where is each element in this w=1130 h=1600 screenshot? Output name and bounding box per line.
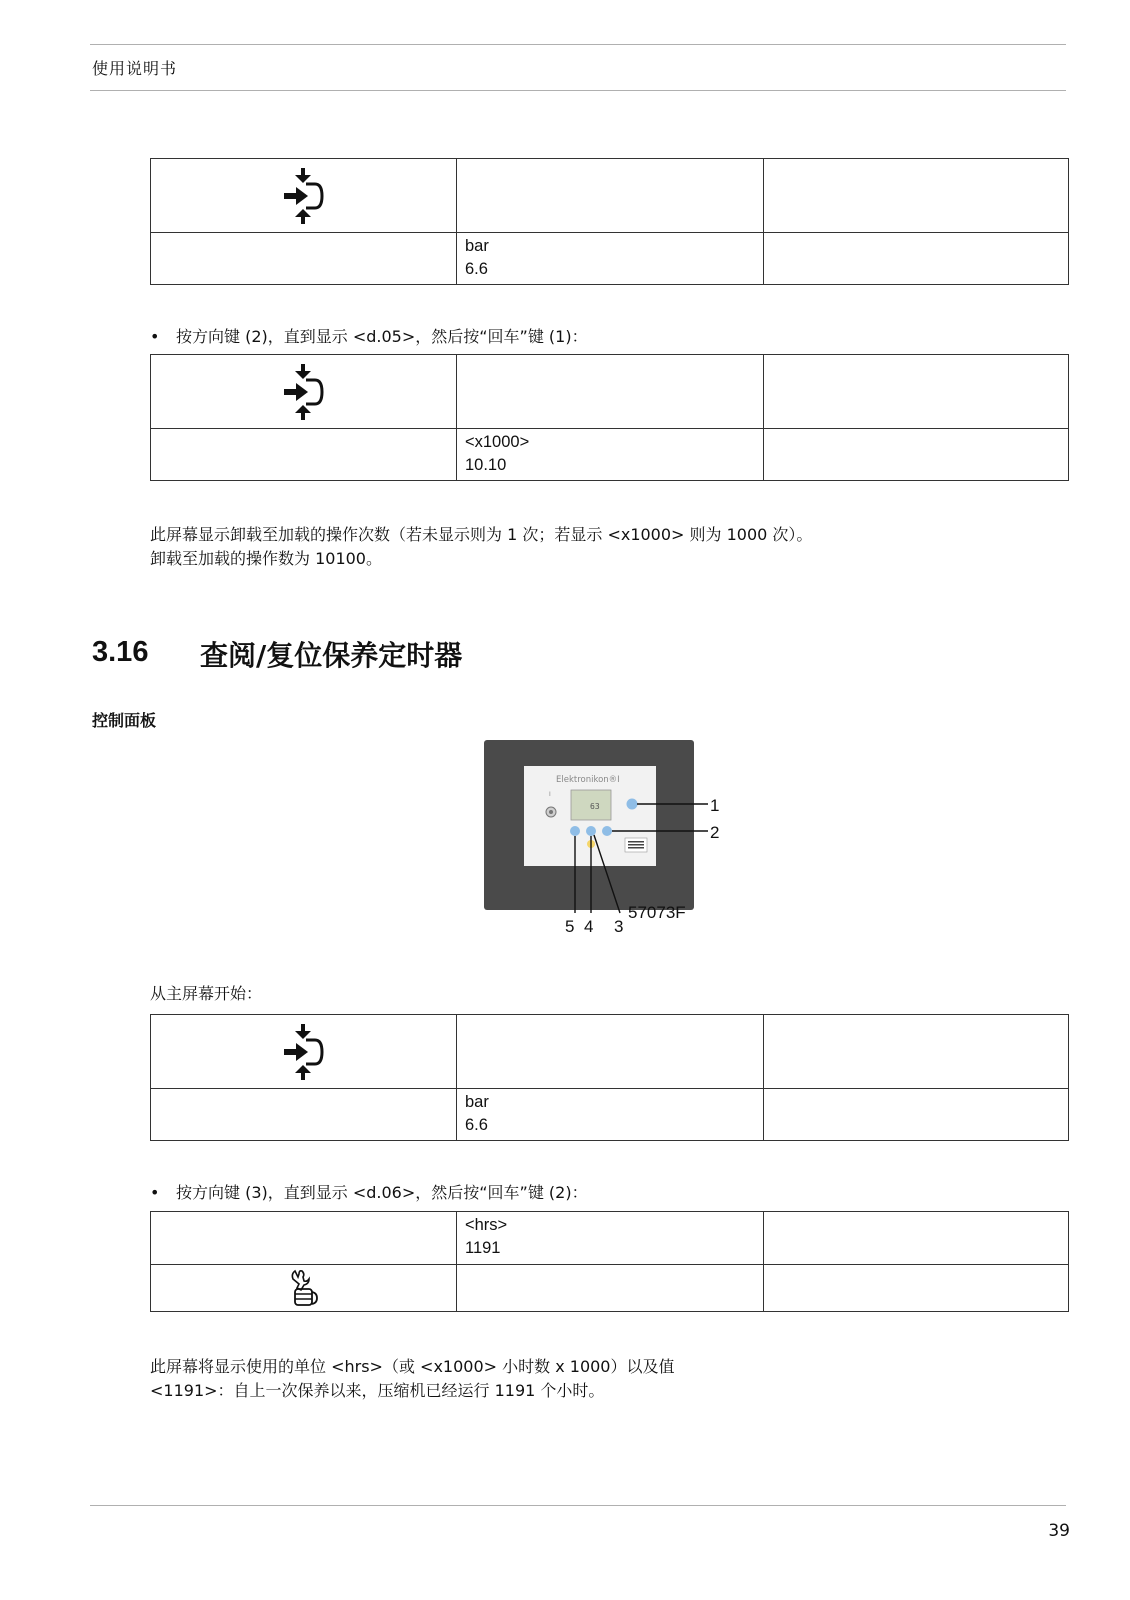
display-table-4 [150, 1211, 1069, 1312]
section-number: 3.16 [92, 636, 149, 668]
value-number: 1191 [465, 1239, 501, 1257]
panel-screen-value: 63 [590, 802, 600, 811]
value-unit: bar [465, 1093, 489, 1111]
callout-4: 4 [584, 917, 594, 936]
callout-1: 1 [710, 796, 720, 815]
display-value-cell [457, 429, 764, 481]
display-table-1 [150, 158, 1069, 285]
table-cell [151, 233, 457, 285]
section-title: 查阅/复位保养定时器 [200, 639, 463, 672]
pressure-icon-cell [151, 159, 457, 233]
note-1-line-1: 此屏幕显示卸载至加载的操作次数（若未显示则为 1 次；若显示 <x1000> 则为 1000 次）。 [150, 525, 813, 544]
value-unit: <x1000> [465, 433, 530, 451]
service-timer-icon [287, 1268, 321, 1308]
figure-id: 57073F [628, 903, 686, 922]
table-cell [151, 1089, 457, 1141]
instruction-text: 按方向键 (2)，直到显示 <d.05>，然后按“回车”键 (1)： [176, 327, 588, 346]
header-bottom-rule [90, 90, 1066, 91]
control-panel-illustration [480, 738, 750, 943]
table-cell [764, 1089, 1069, 1141]
pressure-icon-cell [151, 355, 457, 429]
table-cell [764, 159, 1069, 233]
table-cell [457, 1015, 764, 1089]
callout-2: 2 [710, 823, 720, 842]
table-cell [764, 355, 1069, 429]
note-1-line-2: 卸载至加载的操作数为 10100。 [150, 549, 382, 568]
pressure-icon-cell [151, 1015, 457, 1089]
table-cell [151, 1212, 457, 1265]
table-cell [457, 159, 764, 233]
pressure-icon [282, 362, 326, 422]
table-cell [764, 1015, 1069, 1089]
bullet-dot: • [150, 327, 160, 346]
header-top-rule [90, 44, 1066, 45]
panel-brand-text: Elektronikon®I [556, 775, 620, 785]
table-cell [764, 233, 1069, 285]
bullet-dot: • [150, 1183, 160, 1202]
table-cell [764, 1265, 1069, 1312]
display-table-3 [150, 1014, 1069, 1141]
display-value-cell [457, 1089, 764, 1141]
display-table-2 [150, 354, 1069, 481]
callout-3: 3 [614, 917, 624, 936]
table-cell [764, 1212, 1069, 1265]
display-value-cell [457, 1212, 764, 1265]
value-unit: <hrs> [465, 1216, 508, 1234]
page-number: 39 [1048, 1521, 1070, 1541]
control-panel-figure [480, 738, 750, 943]
value-number: 10.10 [465, 456, 507, 474]
svg-text:I: I [549, 791, 551, 798]
table-cell [457, 355, 764, 429]
footer-rule [90, 1505, 1066, 1506]
instruction-text: 按方向键 (3)，直到显示 <d.06>，然后按“回车”键 (2)： [176, 1183, 588, 1202]
value-number: 6.6 [465, 260, 488, 278]
start-from-main-screen: 从主屏幕开始： [150, 984, 263, 1003]
note-2-line-2: <1191>：自上一次保养以来，压缩机已经运行 1191 个小时。 [150, 1381, 605, 1400]
instruction-step-2 [150, 1182, 588, 1204]
note-2-line-1: 此屏幕将显示使用的单位 <hrs>（或 <x1000> 小时数 x 1000）以及值 [150, 1357, 675, 1376]
callout-5: 5 [565, 917, 575, 936]
table-cell [457, 1265, 764, 1312]
instruction-step-1 [150, 326, 588, 348]
table-cell [764, 429, 1069, 481]
display-value-cell [457, 233, 764, 285]
value-number: 6.6 [465, 1116, 488, 1134]
subheading-control-panel: 控制面板 [92, 711, 157, 730]
header-title: 使用说明书 [92, 59, 178, 78]
service-timer-icon-cell [151, 1265, 457, 1312]
table-cell [151, 429, 457, 481]
pressure-icon [282, 166, 326, 226]
value-unit: bar [465, 237, 489, 255]
pressure-icon [282, 1022, 326, 1082]
